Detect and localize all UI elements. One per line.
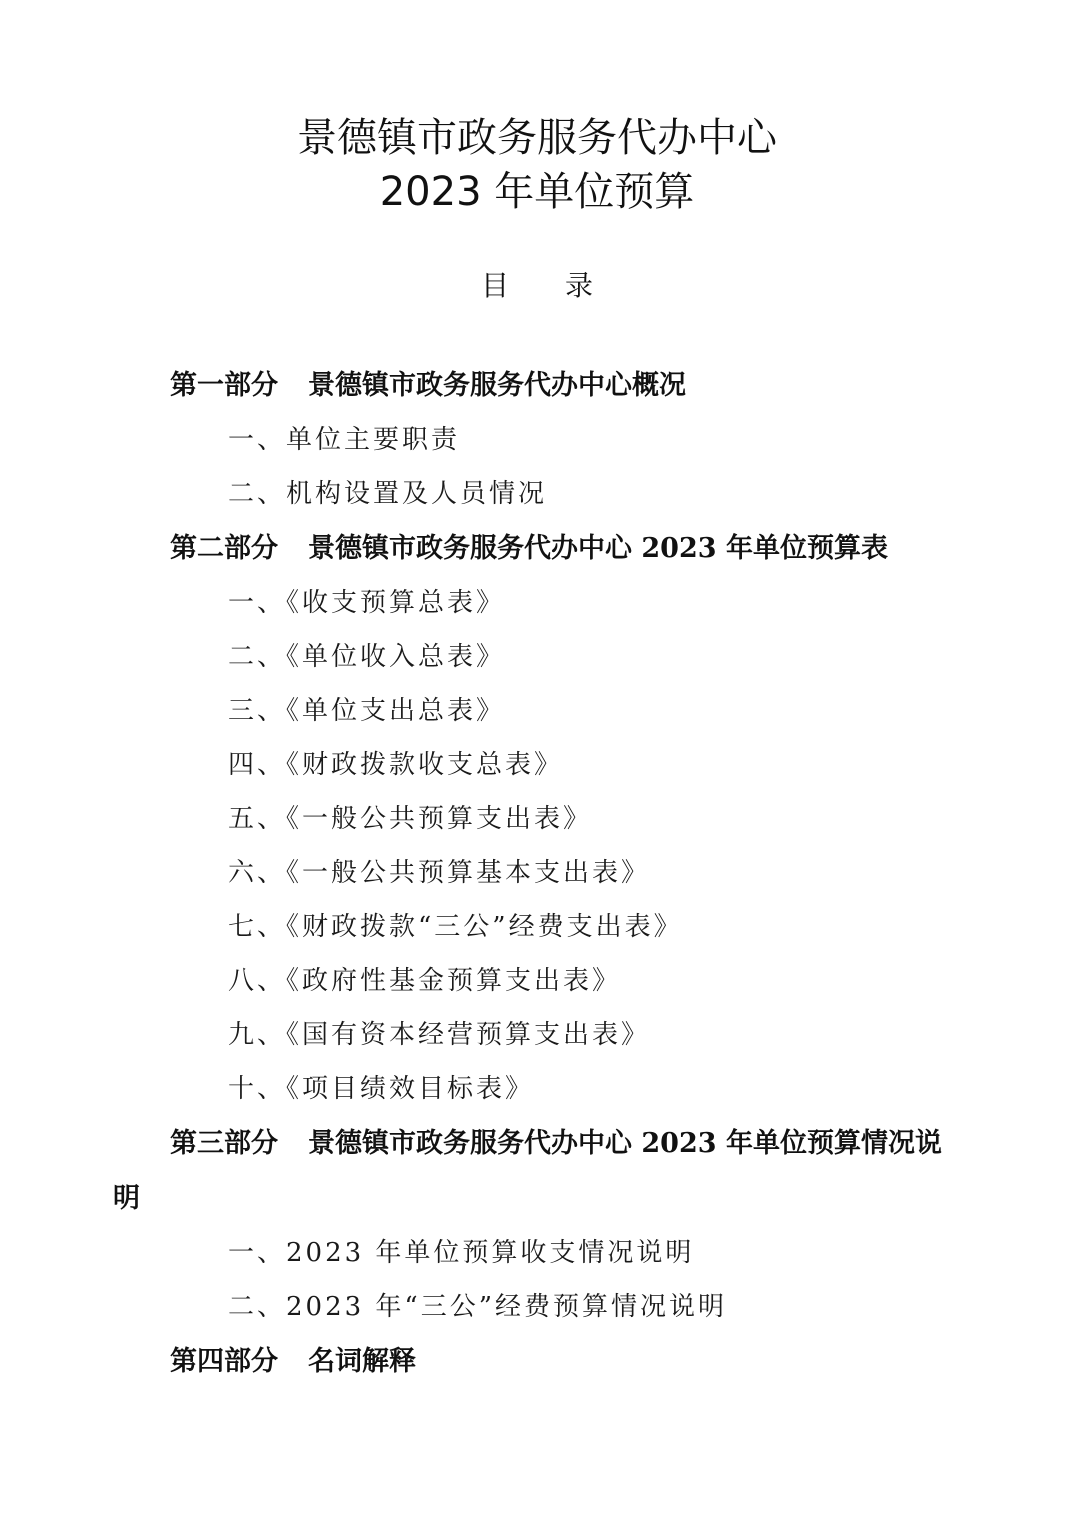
- toc-part3-title: 景德镇市政务服务代办中心 2023 年单位预算情况说: [308, 1128, 942, 1159]
- toc-part3-heading: [170, 1130, 942, 1157]
- toc-part1-heading: [170, 372, 686, 399]
- toc-part2-item: 十、《项目绩效目标表》: [228, 1074, 535, 1104]
- toc-part4-title: 名词解释: [308, 1346, 416, 1377]
- document-title-line2: 2023 年单位预算: [379, 169, 695, 215]
- toc-part2-item: 七、《财政拨款“三公”经费支出表》: [228, 912, 683, 942]
- toc-part1-title: 景德镇市政务服务代办中心概况: [308, 370, 686, 401]
- toc-part2-item: 五、《一般公共预算支出表》: [228, 804, 593, 834]
- toc-part2-item: 六、《一般公共预算基本支出表》: [228, 858, 651, 888]
- toc-part1-label: 第一部分: [170, 370, 278, 401]
- toc-part3-label: 第三部分: [170, 1128, 278, 1159]
- toc-part3-item: 一、2023 年单位预算收支情况说明: [228, 1238, 695, 1268]
- toc-part1-item: 二、机构设置及人员情况: [228, 479, 548, 509]
- toc-part2-title: 景德镇市政务服务代办中心 2023 年单位预算表: [308, 533, 888, 564]
- toc-part2-label: 第二部分: [170, 533, 278, 564]
- toc-part2-heading: [170, 535, 888, 562]
- toc-part3-item: 二、2023 年“三公”经费预算情况说明: [228, 1292, 728, 1322]
- toc-part3-title-wrap: 明: [113, 1183, 140, 1214]
- toc-part1-item: 一、单位主要职责: [228, 425, 461, 455]
- toc-part2-item: 一、《收支预算总表》: [228, 588, 506, 618]
- toc-part2-item: 四、《财政拨款收支总表》: [228, 750, 564, 780]
- toc-part2-item: 八、《政府性基金预算支出表》: [228, 966, 622, 996]
- toc-heading: 目录: [480, 269, 649, 302]
- toc-part2-item: 二、《单位收入总表》: [228, 642, 506, 672]
- toc-part2-item: 三、《单位支出总表》: [228, 696, 506, 726]
- toc-part4-heading: [170, 1348, 416, 1375]
- document-title-line1: 景德镇市政务服务代办中心: [297, 115, 777, 161]
- toc-part2-item: 九、《国有资本经营预算支出表》: [228, 1020, 651, 1050]
- toc-part4-label: 第四部分: [170, 1346, 278, 1377]
